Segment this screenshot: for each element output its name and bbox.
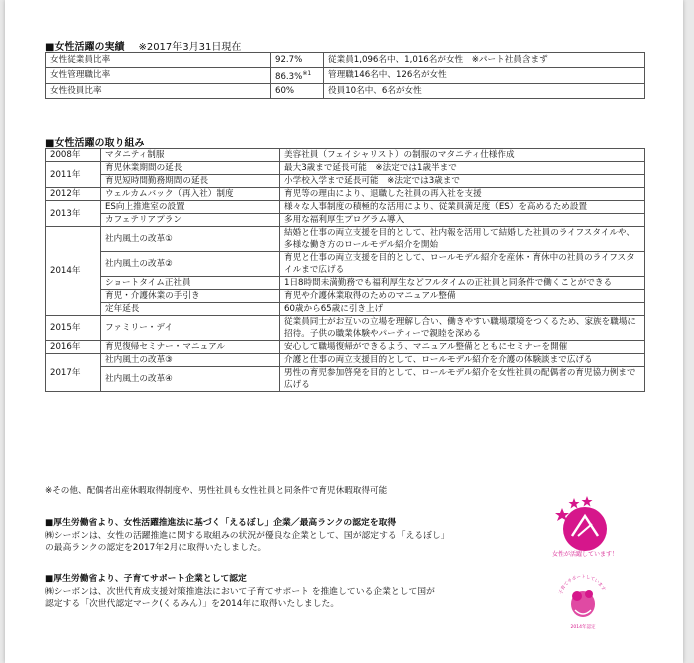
initiative-year: 2014年 <box>46 227 101 316</box>
initiative-description: 安心して職場復帰ができるよう、マニュアル整備とともにセミナーを開催 <box>280 341 645 354</box>
initiative-item: ファミリー・デイ <box>101 316 280 341</box>
initiatives-footnote: ※その他、配偶者出産休暇取得制度や、男性社員も女性社員と同条件で育児休暇取得可能 <box>45 486 388 496</box>
initiative-item: ES向上推進室の設置 <box>101 201 280 214</box>
initiative-description: 様々な人事制度の積極的な活用により、従業員満足度（ES）を高めるため設置 <box>280 201 645 214</box>
results-title: ■女性活躍の実績 <box>45 42 125 53</box>
eruboshi-heading: ■厚生労働省より、女性活躍推進法に基づく「えるぼし」企業／最高ランクの認定を取得 <box>45 518 397 528</box>
initiatives-table <box>45 148 645 392</box>
results-value-cell <box>271 53 324 68</box>
initiative-item: ウェルカムバック（再入社）制度 <box>101 188 280 201</box>
initiative-row <box>46 227 645 252</box>
results-date-note: ※2017年3月31日現在 <box>138 42 242 53</box>
initiative-year: 2015年 <box>46 316 101 341</box>
results-row <box>46 68 645 84</box>
kurumin-paragraph <box>45 573 545 611</box>
initiative-row <box>46 316 645 341</box>
initiative-description: 男性の育児参加啓発を目的として、ロールモデル紹介を女性社員の配偶者の育児協力例まで広げる <box>280 367 645 392</box>
initiative-row <box>46 303 645 316</box>
kurumin-logo <box>553 570 613 632</box>
kurumin-logo-caption-top: 子育てサポートしています <box>558 574 606 596</box>
initiative-row <box>46 341 645 354</box>
initiative-description: 60歳から65歳に引き上げ <box>280 303 645 316</box>
initiative-description: 多用な福利厚生プログラム導入 <box>280 214 645 227</box>
initiative-description: 従業員同士がお互いの立場を理解し合い、働きやすい職場環境をつくるため、家族を職場に招待。子供の職業体験やパーティーで親睦を深める <box>280 316 645 341</box>
initiative-year: 2012年 <box>46 188 101 201</box>
initiative-year: 2011年 <box>46 162 101 188</box>
initiative-year: 2016年 <box>46 341 101 354</box>
initiative-row <box>46 149 645 162</box>
eruboshi-logo <box>552 494 618 560</box>
initiative-row <box>46 175 645 188</box>
initiative-item: 育児復帰セミナー・マニュアル <box>101 341 280 354</box>
initiative-item: 社内風土の改革① <box>101 227 280 252</box>
initiative-row <box>46 354 645 367</box>
eruboshi-text-line-2: の最高ランクの認定を2017年2月に取得いたしました。 <box>45 543 267 553</box>
initiative-description: 介護と仕事の両立支援目的として、ロールモデル紹介を介護の体験談まで広げる <box>280 354 645 367</box>
initiative-description: 美容社員（フェイシャリスト）の制服のマタニティ仕様作成 <box>280 149 645 162</box>
results-footnote-mark: ※1 <box>302 70 312 77</box>
results-value-cell <box>271 68 324 84</box>
kurumin-logo-caption-bottom: 2014年認定 <box>570 625 596 630</box>
initiative-row <box>46 277 645 290</box>
kurumin-text-line-2: 認定する「次世代認定マーク(くるみん）」を2014年に取得いたしました。 <box>45 599 340 609</box>
results-table <box>45 52 645 99</box>
initiative-row <box>46 367 645 392</box>
results-value-cell <box>271 83 324 98</box>
kurumin-heading: ■厚生労働省より、子育てサポート企業として認定 <box>45 574 247 584</box>
initiative-item: ショートタイム正社員 <box>101 277 280 290</box>
results-detail: 管理職146名中、126名が女性 <box>324 68 645 84</box>
results-label: 女性従業員比率 <box>46 53 271 68</box>
initiative-item: 育児短時間勤務期間の延長 <box>101 175 280 188</box>
results-value: 60% <box>275 85 295 96</box>
initiative-year: 2017年 <box>46 354 101 392</box>
initiatives-section-title: ■女性活躍の取り組み <box>45 138 145 149</box>
initiative-row <box>46 252 645 277</box>
initiative-item: 育児休業期間の延長 <box>101 162 280 175</box>
initiative-row <box>46 201 645 214</box>
initiative-description: 最大3歳まで延長可能 ※法定では1歳半まで <box>280 162 645 175</box>
results-section-title <box>45 38 241 53</box>
document-page <box>5 0 683 663</box>
initiative-row <box>46 214 645 227</box>
results-detail: 役員10名中、6名が女性 <box>324 83 645 98</box>
results-detail: 従業員1,096名中、1,016名が女性 ※パート社員含まず <box>324 53 645 68</box>
initiative-item: 社内風土の改革② <box>101 252 280 277</box>
kurumin-text-line-1: ㈱シーボンは、次世代育成支援対策推進法において子育てサポート を推進している企業として国が <box>45 586 435 597</box>
eruboshi-paragraph <box>45 517 545 555</box>
initiative-row <box>46 290 645 303</box>
initiative-item: 社内風土の改革③ <box>101 354 280 367</box>
eruboshi-text-line-1: ㈱シーボンは、女性の活躍推進に関する取組みの状況が優良な企業として、国が認定する「えるぼし」 <box>45 530 450 541</box>
initiative-year: 2013年 <box>46 201 101 227</box>
initiative-item: カフェテリアプラン <box>101 214 280 227</box>
results-label: 女性役員比率 <box>46 83 271 98</box>
results-value: 92.7% <box>275 55 303 65</box>
initiative-description: 小学校入学まで延長可能 ※法定では3歳まで <box>280 175 645 188</box>
initiative-item: マタニティ制服 <box>101 149 280 162</box>
initiative-item: 育児・介護休業の手引き <box>101 290 280 303</box>
eruboshi-logo-caption: 女性が活躍しています！ <box>552 551 618 558</box>
initiative-item: 社内風土の改革④ <box>101 367 280 392</box>
initiative-description: 育児や介護休業取得のためのマニュアル整備 <box>280 290 645 303</box>
initiative-description: 1日8時間未満勤務でも福利厚生などフルタイムの正社員と同条件で働くことができる <box>280 277 645 290</box>
initiative-row <box>46 162 645 175</box>
initiative-item: 定年延長 <box>101 303 280 316</box>
results-row <box>46 53 645 68</box>
results-label: 女性管理職比率 <box>46 68 271 84</box>
initiative-year: 2008年 <box>46 149 101 162</box>
results-row <box>46 83 645 98</box>
initiative-description: 結婚と仕事の両立支援を目的として、社内報を活用して結婚した社員のライフスタイルや、多様な働き方のロールモデル紹介を開始 <box>280 227 645 252</box>
initiative-row <box>46 188 645 201</box>
initiative-description: 育児等の理由により、退職した社員の再入社を支援 <box>280 188 645 201</box>
results-value: 86.3% <box>275 71 303 82</box>
initiative-description: 育児と仕事の両立支援を目的として、ロールモデル紹介を産休・育休中の社員のライフスタイルまで広げる <box>280 252 645 277</box>
